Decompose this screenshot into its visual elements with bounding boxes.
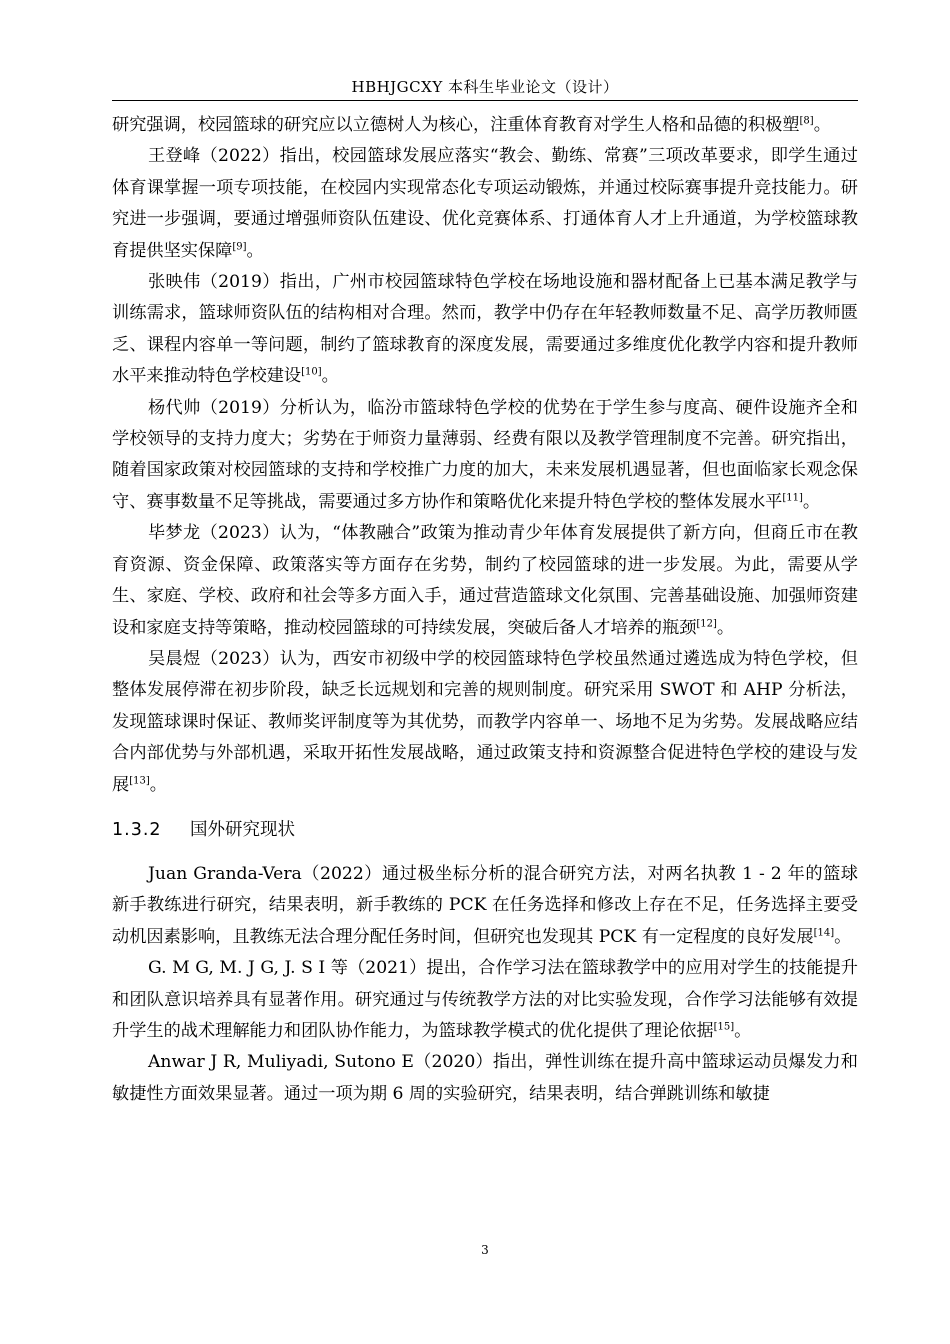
paragraph: 吴晨煜（2023）认为，西安市初级中学的校园篮球特色学校虽然通过遴选成为特色学校，但整体发展停滞在初步阶段，缺乏长远规划和完善的规则制度。研究采用 SWOT 和 AHP 分析法，发现篮球课时保证、教师奖评制度等为其优势，而教学内容单一、场地不足为劣势。发展战略应结合内部优势与外部机遇，采取开拓性发展战略，通过政策支持和资源整合促进特色学校的建设与发展[13]。 [112, 648, 858, 795]
section-number: 1.3.2 [112, 819, 162, 840]
paragraph: 杨代帅（2019）分析认为，临汾市篮球特色学校的优势在于学生参与度高、硬件设施齐全和学校领导的支持力度大；劣势在于师资力量薄弱、经费有限以及教学管理制度不完善。研究指出，随着国家政策对校园篮球的支持和学校推广力度的加大，未来发展机遇显著，但也面临家长观念保守、赛事数量不足等挑战，需要通过多方协作和策略优化来提升特色学校的整体发展水平[11]。 [112, 397, 858, 512]
citation: [12] [696, 617, 717, 629]
citation: [9] [232, 240, 247, 252]
citation: [11] [782, 492, 803, 504]
section-title: 国外研究现状 [190, 819, 295, 840]
paragraph: Anwar J R, Muliyadi, Sutono E（2020）指出，弹性训练在提升高中篮球运动员爆发力和敏捷性方面效果显著。通过一项为期 6 周的实验研究，结果表明，结合弹跳训练和敏捷 [112, 1052, 858, 1104]
page-header: HBHJGCXY 本科生毕业论文（设计） [351, 78, 619, 96]
citation: [8] [799, 115, 814, 127]
body-content [112, 110, 858, 1110]
citation: [14] [813, 927, 835, 939]
paragraph: 毕梦龙（2023）认为，“体教融合”政策为推动青少年体育发展提供了新方向，但商丘市在教育资源、资金保障、政策落实等方面存在劣势，制约了校园篮球的进一步发展。为此，需要从学生、家庭、学校、政府和社会等多方面入手，通过营造篮球文化氛围、完善基础设施、加强师资建设和家庭支持等策略，推动校园篮球的可持续发展，突破后备人才培养的瓶颈[12]。 [112, 523, 858, 638]
section-heading [112, 815, 858, 845]
citation: [10] [301, 366, 322, 378]
paragraph: 张映伟（2019）指出，广州市校园篮球特色学校在场地设施和器材配备上已基本满足教学与训练需求，篮球师资队伍的结构相对合理。然而，教学中仍存在年轻教师数量不足、高学历教师匮乏、课程内容单一等问题，制约了篮球教育的深度发展，需要通过多维度优化教学内容和提升教师水平来推动特色学校建设[10]。 [112, 272, 858, 387]
paragraph: G. M G, M. J G, J. S I 等（2021）提出，合作学习法在篮球教学中的应用对学生的技能提升和团队意识培养具有显著作用。研究通过与传统教学方法的对比实验发现，合作学习法能够有效提升学生的战术理解能力和团队协作能力，为篮球教学模式的优化提供了理论依据[15]。 [112, 958, 858, 1041]
header-rule [112, 100, 858, 101]
citation: [15] [713, 1021, 735, 1033]
paragraph: Juan Granda-Vera（2022）通过极坐标分析的混合研究方法，对两名执教 1 - 2 年的篮球新手教练进行研究，结果表明，新手教练的 PCK 在任务选择和修改上存在不足，任务选择主要受动机因素影响，且教练无法合理分配任务时间，但研究也发现其 PCK 有一定程度的良好发展[14]。 [112, 863, 858, 947]
paragraph: 研究强调，校园篮球的研究应以立德树人为核心，注重体育教育对学生人格和品德的积极塑[8]。 [112, 115, 831, 135]
citation: [13] [129, 774, 150, 786]
paragraph: 王登峰（2022）指出，校园篮球发展应落实“教会、勤练、常赛”三项改革要求，即学生通过体育课掌握一项专项技能，在校园内实现常态化专项运动锻炼，并通过校际赛事提升竞技能力。研究进一步强调，要通过增强师资队伍建设、优化竞赛体系、打通体育人才上升通道，为学校篮球教育提供坚实保障[9]。 [112, 146, 858, 261]
page-number: 3 [481, 1243, 489, 1257]
